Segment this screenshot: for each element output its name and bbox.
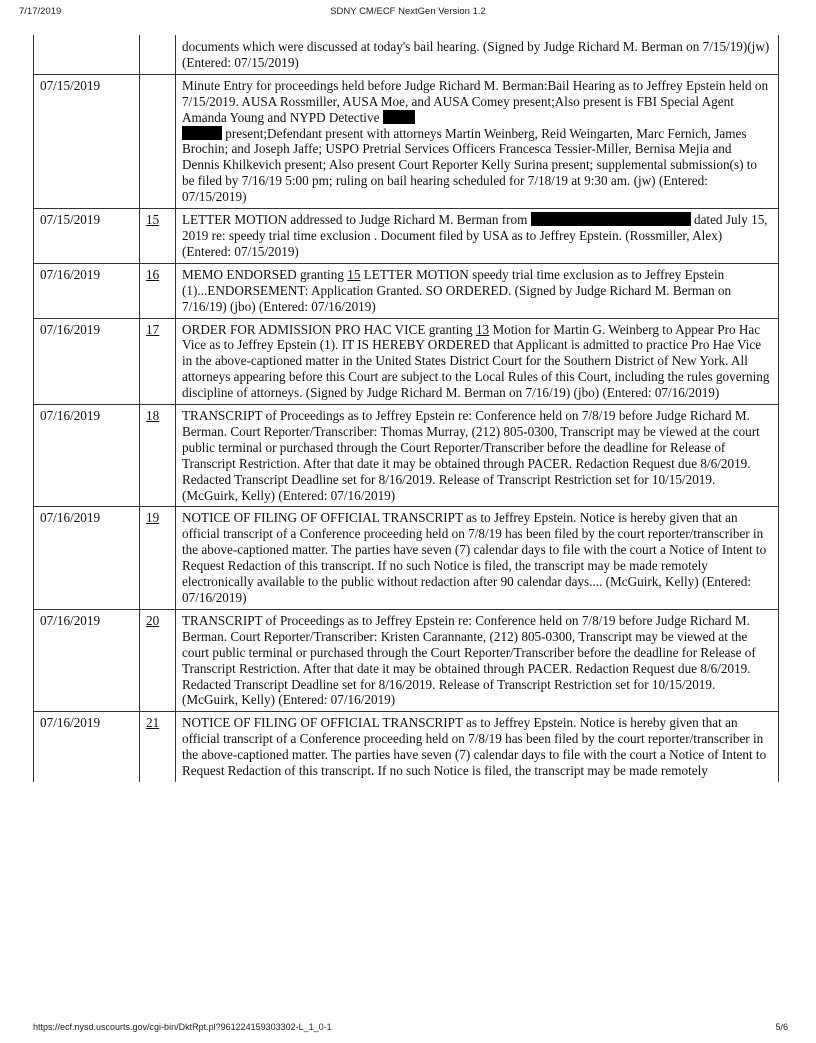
page-title: SDNY CM/ECF NextGen Version 1.2 <box>330 6 486 17</box>
entry-date: 07/16/2019 <box>34 609 140 711</box>
entry-text: TRANSCRIPT of Proceedings as to Jeffrey Epstein re: Conference held on 7/8/19 before Judge Richard M. Berman. Court Reporter/Transcriber: Kristen Carannante, (212) 805-0300, Transcript may be viewed at the court public terminal or purchased through the Court Reporter/Transcriber before the deadline for Release of Transcript Restriction. After that date it may be obtained through PACER. Redaction Request due 8/6/2019. Redacted Transcript Deadline set for 8/16/2019. Release of Transcript Restriction set for 10/15/2019. (McGuirk, Kelly) (Entered: 07/16/2019) <box>176 609 779 711</box>
entry-date: 07/16/2019 <box>34 318 140 405</box>
entry-date: 07/16/2019 <box>34 712 140 782</box>
entry-date: 07/15/2019 <box>34 209 140 264</box>
entry-text-part: LETTER MOTION speedy trial time exclusion as to Jeffrey Epstein (1)...ENDORSEMENT: Application Granted. SO ORDERED. (Signed by Judge Richard M. Berman on 7/16/19) (jbo) (Entered: 07/16/2019) <box>182 266 732 314</box>
docket-entry-row <box>34 263 779 318</box>
entry-number-link[interactable]: 21 <box>140 712 176 782</box>
docket-entry-row <box>34 507 779 609</box>
document-ref-link[interactable]: 13 <box>475 321 490 337</box>
entry-text <box>176 263 779 318</box>
entry-text-part: Minute Entry for proceedings held before Judge Richard M. Berman:Bail Hearing as to Jeffrey Epstein held on 7/15/2019. AUSA Rossmiller, AUSA Moe, and AUSA Comey present;Also present is FBI Special Agent Amanda Young and NYPD Detective <box>182 77 769 125</box>
entry-number-link[interactable]: 16 <box>140 263 176 318</box>
entry-date: 07/16/2019 <box>34 405 140 507</box>
docket-entry-row <box>34 712 779 782</box>
entry-text <box>176 318 779 405</box>
docket-entry-row <box>34 609 779 711</box>
entry-number-link[interactable]: 19 <box>140 507 176 609</box>
page-url: https://ecf.nysd.uscourts.gov/cgi-bin/DktRpt.pl?961224159303302-L_1_0-1 <box>33 1022 332 1032</box>
entry-text-part: ORDER FOR ADMISSION PRO HAC VICE granting <box>182 321 476 337</box>
entry-text: TRANSCRIPT of Proceedings as to Jeffrey Epstein re: Conference held on 7/8/19 before Judge Richard M. Berman. Court Reporter/Transcriber: Thomas Murray, (212) 805-0300, Transcript may be viewed at the court public terminal or purchased through the Court Reporter/Transcriber before the deadline for Release of Transcript Restriction. After that date it may be obtained through PACER. Redaction Request due 8/6/2019. Redacted Transcript Deadline set for 8/16/2019. Release of Transcript Restriction set for 10/15/2019. (McGuirk, Kelly) (Entered: 07/16/2019) <box>176 405 779 507</box>
document-ref-link[interactable]: 15 <box>347 266 361 282</box>
entry-text-part: MEMO ENDORSED granting <box>182 266 348 282</box>
docket-entry-row <box>34 35 779 74</box>
entry-text <box>176 74 779 208</box>
entry-date: 07/15/2019 <box>34 74 140 208</box>
entry-text-part: Motion for Martin G. Weinberg to Appear Pro Hac Vice as to Jeffrey Epstein (1). IT IS HEREBY ORDERED that Applicant is admitted to practice Pro Hae Vice in the above-captioned matter in the United States District Court for the Southern District of New York. All attorneys appearing before this Court are subject to the Local Rules of this Court, including the rules governing discipline of attorneys. (Signed by Judge Richard M. Berman on 7/16/19) (jbo) (Entered: 07/16/2019) <box>182 321 770 401</box>
docket-table <box>33 35 779 782</box>
entry-text: NOTICE OF FILING OF OFFICIAL TRANSCRIPT as to Jeffrey Epstein. Notice is hereby given that an official transcript of a Conference proceeding held on 7/8/19 has been filed by the court reporter/transcriber in the above-captioned matter. The parties have seven (7) calendar days to file with the court a Notice of Intent to Request Redaction of this transcript. If no such Notice is filed, the transcript may be made remotely electronically available to the public without redaction after 90 calendar days.... (McGuirk, Kelly) (Entered: 07/16/2019) <box>176 507 779 609</box>
page-header <box>0 6 816 22</box>
entry-number-link[interactable]: 20 <box>140 609 176 711</box>
entry-text-part: dated July 15, 2019 re: speedy trial time exclusion . Document filed by USA as to Jeffrey Epstein. (Rossmiller, Alex) (Entered: 07/15/2019) <box>182 212 768 259</box>
redaction-box <box>383 110 415 124</box>
entry-text-part: present;Defendant present with attorneys Martin Weinberg, Reid Weingarten, Marc Fernich, James Brochin; and Joseph Jaffe; USPO Pretrial Services Officers Francesca Tessier-Miller, Bernisa Mejia and Dennis Khilkevich present; Also present Court Reporter Kelly Surina present; supplemental submission(s) to be filed by 7/16/19 5:00 pm; ruling on bail hearing scheduled for 7/18/19 at 9:30 am. (jw) (Entered: 07/15/2019) <box>182 125 758 205</box>
entry-text-part: LETTER MOTION addressed to Judge Richard M. Berman from <box>182 212 531 228</box>
entry-number-link[interactable] <box>140 35 176 74</box>
page-footer <box>0 1022 816 1038</box>
page-number: 5/6 <box>775 1022 788 1032</box>
entry-date <box>34 35 140 74</box>
entry-date: 07/16/2019 <box>34 507 140 609</box>
print-date: 7/17/2019 <box>19 6 62 17</box>
entry-number-link[interactable]: 15 <box>140 209 176 264</box>
entry-number-link[interactable] <box>140 74 176 208</box>
entry-text: documents which were discussed at today's bail hearing. (Signed by Judge Richard M. Berman on 7/15/19)(jw) (Entered: 07/15/2019) <box>176 35 779 74</box>
entry-number-link[interactable]: 17 <box>140 318 176 405</box>
docket-entry-row <box>34 318 779 405</box>
docket-entry-row <box>34 405 779 507</box>
docket-entry-row <box>34 74 779 208</box>
redaction-box <box>182 126 222 140</box>
entry-date: 07/16/2019 <box>34 263 140 318</box>
docket-entry-row <box>34 209 779 264</box>
entry-text <box>176 209 779 264</box>
entry-text: NOTICE OF FILING OF OFFICIAL TRANSCRIPT as to Jeffrey Epstein. Notice is hereby given that an official transcript of a Conference proceeding held on 7/8/19 has been filed by the court reporter/transcriber in the above-captioned matter. The parties have seven (7) calendar days to file with the court a Notice of Intent to Request Redaction of this transcript. If no such Notice is filed, the transcript may be made remotely <box>176 712 779 782</box>
redaction-box <box>531 212 691 226</box>
entry-number-link[interactable]: 18 <box>140 405 176 507</box>
